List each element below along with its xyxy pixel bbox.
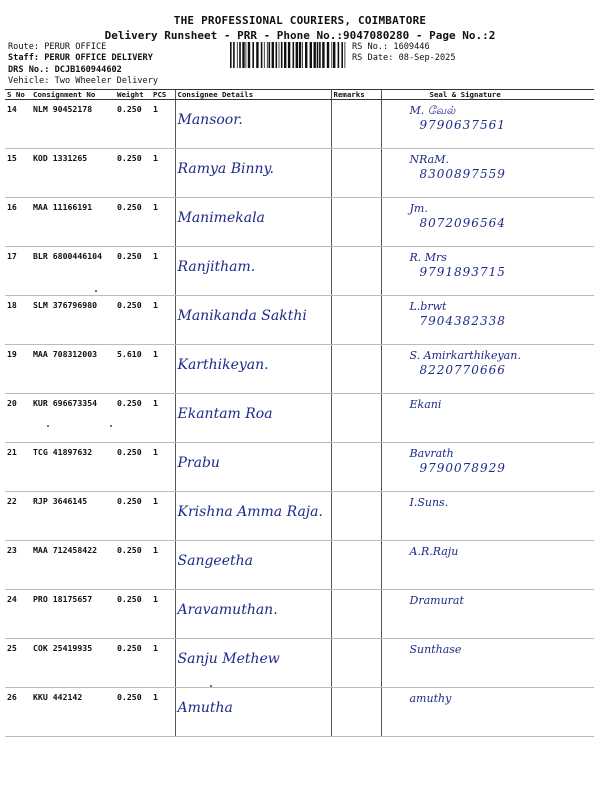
row-consignment-no: TCG 41897632 bbox=[31, 443, 115, 492]
staff-value: PERUR OFFICE DELIVERY bbox=[44, 53, 153, 63]
row-weight: 0.250 bbox=[115, 443, 151, 492]
signature-name: Sunthase bbox=[409, 643, 462, 656]
row-signature bbox=[381, 296, 594, 345]
row-sno: 26 bbox=[5, 688, 31, 737]
row-consignment-no: PRO 18175657 bbox=[31, 590, 115, 639]
col-header-sno: S No bbox=[5, 90, 31, 100]
row-consignment-no: BLR 6800446104 bbox=[31, 247, 115, 296]
drs-label: DRS No.: bbox=[8, 65, 50, 75]
row-pcs: 1 bbox=[151, 149, 175, 198]
route-line bbox=[8, 42, 106, 53]
col-header-remarks: Remarks bbox=[331, 90, 381, 100]
row-signature bbox=[381, 345, 594, 394]
signature-phone: 8072096564 bbox=[419, 216, 506, 230]
table-row bbox=[5, 198, 594, 247]
row-consignee: Sanju Methew bbox=[175, 639, 331, 688]
row-consignee: Sangeetha bbox=[175, 541, 331, 590]
signature-phone: 9791893715 bbox=[419, 265, 506, 279]
table-header-row bbox=[5, 90, 594, 100]
signature-name: I.Suns. bbox=[409, 496, 449, 509]
row-consignment-no: RJP 3646145 bbox=[31, 492, 115, 541]
row-weight: 0.250 bbox=[115, 247, 151, 296]
row-remarks bbox=[331, 247, 381, 296]
row-remarks bbox=[331, 149, 381, 198]
row-consignment-no: NLM 90452178 bbox=[31, 100, 115, 149]
row-consignment-no: MAA 11166191 bbox=[31, 198, 115, 247]
drs-line bbox=[8, 65, 122, 76]
row-pcs: 1 bbox=[151, 198, 175, 247]
row-weight: 0.250 bbox=[115, 590, 151, 639]
row-consignment-no: KOD 1331265 bbox=[31, 149, 115, 198]
row-pcs: 1 bbox=[151, 639, 175, 688]
row-consignment-no: COK 25419935 bbox=[31, 639, 115, 688]
signature-name: Bavrath bbox=[409, 447, 454, 460]
row-consignee: Aravamuthan. bbox=[175, 590, 331, 639]
row-remarks bbox=[331, 639, 381, 688]
row-weight: 0.250 bbox=[115, 541, 151, 590]
row-consignee: Prabu bbox=[175, 443, 331, 492]
table-row bbox=[5, 688, 594, 737]
row-remarks bbox=[331, 345, 381, 394]
stray-mark bbox=[110, 425, 112, 427]
row-pcs: 1 bbox=[151, 247, 175, 296]
signature-name: M. வேல் bbox=[409, 104, 456, 117]
row-sno: 17 bbox=[5, 247, 31, 296]
row-signature bbox=[381, 149, 594, 198]
row-consignee: Manikanda Sakthi bbox=[175, 296, 331, 345]
col-header-consignee: Consignee Details bbox=[175, 90, 331, 100]
row-sno: 18 bbox=[5, 296, 31, 345]
stray-mark bbox=[210, 685, 212, 687]
row-signature bbox=[381, 492, 594, 541]
table-row bbox=[5, 590, 594, 639]
rs-date-line bbox=[352, 53, 456, 64]
row-remarks bbox=[331, 296, 381, 345]
row-weight: 0.250 bbox=[115, 492, 151, 541]
row-signature bbox=[381, 247, 594, 296]
row-weight: 0.250 bbox=[115, 296, 151, 345]
row-pcs: 1 bbox=[151, 394, 175, 443]
row-weight: 0.250 bbox=[115, 639, 151, 688]
signature-phone: 9790637561 bbox=[419, 118, 506, 132]
row-consignee: Ramya Binny. bbox=[175, 149, 331, 198]
row-sno: 20 bbox=[5, 394, 31, 443]
row-weight: 0.250 bbox=[115, 198, 151, 247]
row-pcs: 1 bbox=[151, 443, 175, 492]
row-consignee: Ekantam Roa bbox=[175, 394, 331, 443]
table-row bbox=[5, 100, 594, 149]
row-weight: 0.250 bbox=[115, 394, 151, 443]
vehicle-line bbox=[8, 76, 158, 87]
stray-mark bbox=[47, 425, 49, 427]
row-sno: 23 bbox=[5, 541, 31, 590]
row-consignment-no: KUR 696673354 bbox=[31, 394, 115, 443]
signature-name: A.R.Raju bbox=[409, 545, 459, 558]
document-title: THE PROFESSIONAL COURIERS, COIMBATORE bbox=[173, 14, 427, 27]
row-sno: 19 bbox=[5, 345, 31, 394]
row-sno: 15 bbox=[5, 149, 31, 198]
rs-no-label: RS No.: bbox=[352, 42, 389, 52]
table-row bbox=[5, 149, 594, 198]
route-value: PERUR OFFICE bbox=[44, 42, 107, 52]
vehicle-label: Vehicle: bbox=[8, 76, 50, 86]
document-subtitle: Delivery Runsheet - PRR - Phone No.:9047080280 - Page No.:2 bbox=[104, 29, 496, 42]
row-signature bbox=[381, 100, 594, 149]
row-weight: 0.250 bbox=[115, 688, 151, 737]
row-pcs: 1 bbox=[151, 345, 175, 394]
signature-name: S. Amirkarthikeyan. bbox=[409, 349, 521, 362]
signature-phone: 7904382338 bbox=[419, 314, 506, 328]
staff-label: Staff: bbox=[8, 53, 40, 63]
row-signature bbox=[381, 590, 594, 639]
table-row bbox=[5, 541, 594, 590]
table-row bbox=[5, 443, 594, 492]
signature-phone: 8220770666 bbox=[419, 363, 506, 377]
row-remarks bbox=[331, 492, 381, 541]
row-sno: 16 bbox=[5, 198, 31, 247]
row-weight: 0.250 bbox=[115, 149, 151, 198]
row-sno: 22 bbox=[5, 492, 31, 541]
col-header-consignment: Consignment No bbox=[31, 90, 115, 100]
table-row bbox=[5, 639, 594, 688]
row-signature bbox=[381, 394, 594, 443]
stray-mark bbox=[95, 290, 97, 292]
col-header-seal: Seal & Signature bbox=[381, 90, 594, 100]
col-header-weight: Weight bbox=[115, 90, 151, 100]
row-sno: 14 bbox=[5, 100, 31, 149]
table-row bbox=[5, 247, 594, 296]
row-sno: 21 bbox=[5, 443, 31, 492]
row-consignment-no: KKU 442142 bbox=[31, 688, 115, 737]
row-consignee: Amutha bbox=[175, 688, 331, 737]
row-signature bbox=[381, 688, 594, 737]
table-body bbox=[5, 100, 594, 737]
row-remarks bbox=[331, 688, 381, 737]
row-pcs: 1 bbox=[151, 541, 175, 590]
staff-line bbox=[8, 53, 153, 64]
table-row bbox=[5, 345, 594, 394]
row-consignee: Mansoor. bbox=[175, 100, 331, 149]
row-weight: 5.610 bbox=[115, 345, 151, 394]
signature-phone: 9790078929 bbox=[419, 461, 506, 475]
rs-no-value: 1609446 bbox=[393, 42, 430, 52]
signature-name: amuthy bbox=[409, 692, 452, 705]
signature-name: Ekani bbox=[409, 398, 442, 411]
rs-no-line bbox=[352, 42, 430, 53]
row-consignee: Manimekala bbox=[175, 198, 331, 247]
signature-name: Jm. bbox=[409, 202, 428, 215]
row-remarks bbox=[331, 541, 381, 590]
row-consignment-no: SLM 376796980 bbox=[31, 296, 115, 345]
signature-name: NRaM. bbox=[409, 153, 449, 166]
row-consignment-no: MAA 712458422 bbox=[31, 541, 115, 590]
row-signature bbox=[381, 639, 594, 688]
rs-date-value: 08-Sep-2025 bbox=[398, 53, 456, 63]
runsheet-table bbox=[5, 89, 594, 737]
col-header-pcs: PCS bbox=[151, 90, 175, 100]
row-sno: 25 bbox=[5, 639, 31, 688]
row-signature bbox=[381, 541, 594, 590]
row-remarks bbox=[331, 394, 381, 443]
row-weight: 0.250 bbox=[115, 100, 151, 149]
row-pcs: 1 bbox=[151, 296, 175, 345]
row-pcs: 1 bbox=[151, 100, 175, 149]
row-sno: 24 bbox=[5, 590, 31, 639]
table-row bbox=[5, 296, 594, 345]
table-row bbox=[5, 492, 594, 541]
table-row bbox=[5, 394, 594, 443]
signature-name: L.brwt bbox=[409, 300, 447, 313]
row-pcs: 1 bbox=[151, 492, 175, 541]
barcode-image bbox=[230, 42, 346, 68]
row-pcs: 1 bbox=[151, 688, 175, 737]
vehicle-value: Two Wheeler Delivery bbox=[54, 76, 159, 86]
signature-name: Dramurat bbox=[409, 594, 464, 607]
row-consignee: Krishna Amma Raja. bbox=[175, 492, 331, 541]
row-signature bbox=[381, 443, 594, 492]
signature-phone: 8300897559 bbox=[419, 167, 506, 181]
row-signature bbox=[381, 198, 594, 247]
row-remarks bbox=[331, 198, 381, 247]
row-pcs: 1 bbox=[151, 590, 175, 639]
row-consignee: Ranjitham. bbox=[175, 247, 331, 296]
row-consignee: Karthikeyan. bbox=[175, 345, 331, 394]
row-remarks bbox=[331, 100, 381, 149]
row-remarks bbox=[331, 590, 381, 639]
drs-value: DCJB160944602 bbox=[54, 65, 122, 75]
signature-name: R. Mrs bbox=[409, 251, 447, 264]
row-consignment-no: MAA 708312003 bbox=[31, 345, 115, 394]
route-label: Route: bbox=[8, 42, 40, 52]
rs-date-label: RS Date: bbox=[352, 53, 394, 63]
row-remarks bbox=[331, 443, 381, 492]
